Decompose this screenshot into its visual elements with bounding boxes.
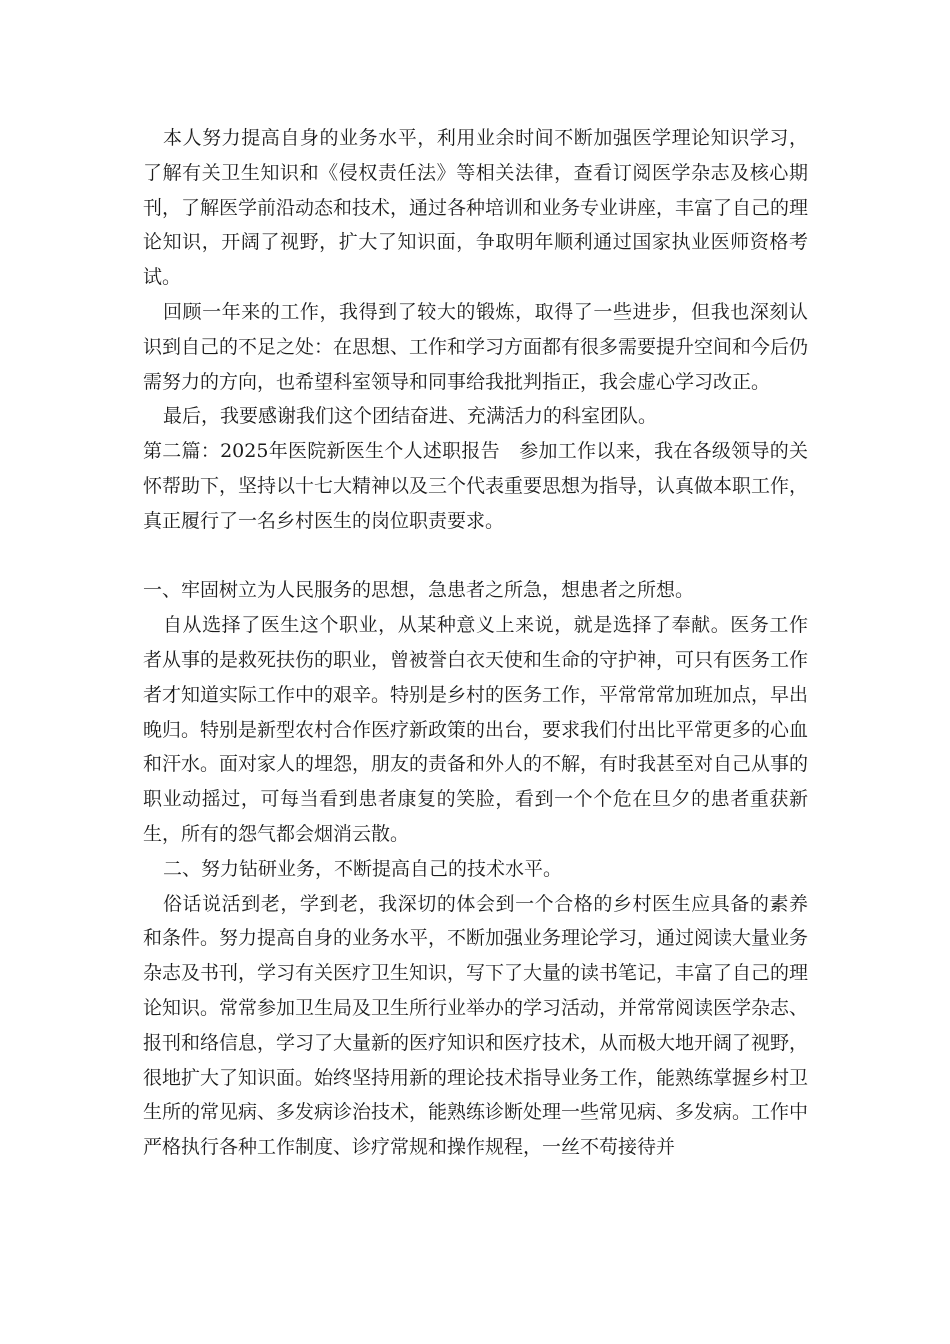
paragraph-review: 回顾一年来的工作，我得到了较大的锻炼，取得了一些进步，但我也深刻认识到自己的不足之处：在思想、工作和学习方面都有很多需要提升空间和今后仍需努力的方向，也希望科室领导和同事给我批判指正，我会虚心学习改正。 — [143, 300, 809, 393]
paragraph-thanks: 最后，我要感谢我们这个团结奋进、充满活力的科室团队。 — [163, 405, 658, 428]
paragraph-study: 本人努力提高自身的业务水平，利用业余时间不断加强医学理论知识学习，了解有关卫生知识和《侵权责任法》等相关法律，查看订阅医学杂志及核心期刊，了解医学前沿动态和技术，通过各种培训和业务专业讲座，丰富了自己的理论知识，开阔了视野，扩大了知识面，争取明年顺利通过国家执业医师资格考试。 — [143, 127, 809, 289]
paragraph-second-report-intro: 第二篇：2025年医院新医生个人述职报告 参加工作以来，我在各级领导的关怀帮助下，坚持以十七大精神以及三个代表重要思想为指导，认真做本职工作，真正履行了一名乡村医生的岗位职责要求。 — [143, 440, 809, 532]
paragraph-learning: 俗话说活到老，学到老，我深切的体会到一个合格的乡村医生应具备的素养和条件。努力提高自身的业务水平，不断加强业务理论学习，通过阅读大量业务杂志及书刊，学习有关医疗卫生知识，写下了大量的读书笔记，丰富了自己的理论知识。常常参加卫生局及卫生所行业举办的学习活动，并常常阅读医学杂志、报刊和络信息，学习了大量新的医疗知识和医疗技术，从而极大地开阔了视野，很地扩大了知识面。始终坚持用新的理论技术指导业务工作，能熟练掌握乡村卫生所的常见病、多发病诊治技术，能熟练诊断处理一些常见病、多发病。工作中严格执行各种工作制度、诊疗常规和操作规程，一丝不苟接待并 — [143, 892, 809, 1159]
paragraph-spacer — [143, 539, 808, 574]
section-heading-two: 二、努力钻研业务，不断提高自己的技术水平。 — [163, 857, 563, 880]
document-body — [143, 121, 808, 1165]
section-heading-one: 一、牢固树立为人民服务的思想，急患者之所急，想患者之所想。 — [143, 579, 695, 602]
paragraph-dedication: 自从选择了医生这个职业，从某种意义上来说，就是选择了奉献。医务工作者从事的是救死扶伤的职业，曾被誉白衣天使和生命的守护神，可只有医务工作者才知道实际工作中的艰辛。特别是乡村的医务工作，平常常常加班加点，早出晚归。特别是新型农村合作医疗新政策的出台，要求我们付出比平常更多的心血和汗水。面对家人的埋怨，朋友的责备和外人的不解，有时我甚至对自己从事的职业动摇过，可每当看到患者康复的笑脸，看到一个个危在旦夕的患者重获新生，所有的怨气都会烟消云散。 — [143, 614, 809, 845]
